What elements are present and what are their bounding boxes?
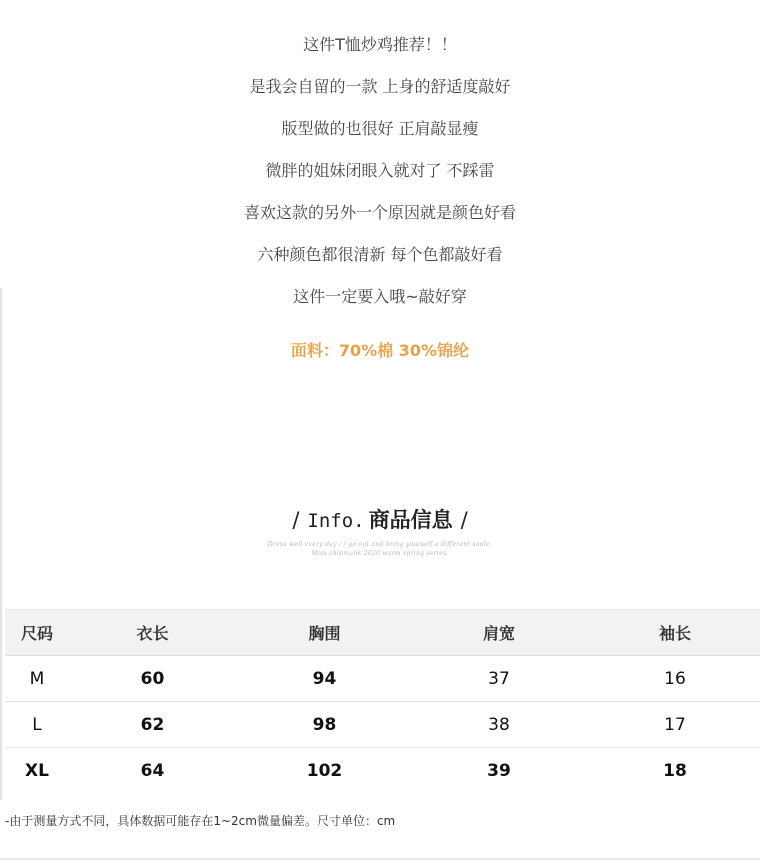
cell-length: 64 xyxy=(140,760,165,781)
title-slash-left: / xyxy=(292,508,300,532)
description-line: 这件T恤炒鸡推荐！！ xyxy=(303,35,457,54)
cell-sleeve: 16 xyxy=(585,656,760,702)
table-row xyxy=(5,656,760,702)
description-line: 微胖的姐妹闭眼入就对了 不踩雷 xyxy=(265,161,495,180)
cell-bust: 98 xyxy=(236,702,413,748)
cell-bust: 102 xyxy=(306,760,343,781)
info-title xyxy=(0,504,760,534)
product-description xyxy=(0,24,760,318)
info-tagline: Dress well every day / / go out and bring yourself a different smile. xyxy=(267,541,493,548)
header-size: 尺码 xyxy=(5,610,69,656)
description-line: 这件一定要入哦~敲好穿 xyxy=(293,287,467,306)
table-row xyxy=(5,748,760,794)
title-slash-right: / xyxy=(460,508,468,532)
bottom-divider xyxy=(0,858,760,860)
cell-shoulder: 39 xyxy=(487,760,511,781)
description-line: 是我会自留的一款 上身的舒适度敲好 xyxy=(249,77,511,96)
cell-size: L xyxy=(5,702,69,748)
cell-bust: 94 xyxy=(236,656,413,702)
cell-size: M xyxy=(5,656,69,702)
info-section-header xyxy=(0,504,760,558)
cell-sleeve: 18 xyxy=(663,760,687,781)
description-line: 六种颜色都很清新 每个色都敲好看 xyxy=(257,245,503,264)
description-line: 喜欢这款的另外一个原因就是颜色好看 xyxy=(243,203,516,222)
size-table xyxy=(5,609,760,793)
cell-sleeve: 17 xyxy=(585,702,760,748)
header-bust: 胸围 xyxy=(236,610,413,656)
header-length: 衣长 xyxy=(69,610,236,656)
size-table-header xyxy=(5,610,760,656)
cell-length: 60 xyxy=(69,656,236,702)
header-shoulder: 肩宽 xyxy=(413,610,585,656)
info-title-en: Info. xyxy=(307,510,365,532)
info-tagline: Miss chipmunk 2020 warm spring series. xyxy=(311,550,449,557)
description-line: 版型做的也很好 正肩敲显瘦 xyxy=(281,119,479,138)
fabric-composition: 面料：70%棉 30%锦纶 xyxy=(290,341,470,360)
measurement-note: -由于测量方式不同，具体数据可能存在1~2cm微量偏差。尺寸单位：cm xyxy=(5,814,396,828)
cell-shoulder: 37 xyxy=(413,656,585,702)
table-row xyxy=(5,702,760,748)
header-sleeve: 袖长 xyxy=(585,610,760,656)
info-title-cn: 商品信息 xyxy=(368,508,453,532)
cell-shoulder: 38 xyxy=(413,702,585,748)
cell-size: XL xyxy=(25,760,49,781)
cell-length: 62 xyxy=(69,702,236,748)
